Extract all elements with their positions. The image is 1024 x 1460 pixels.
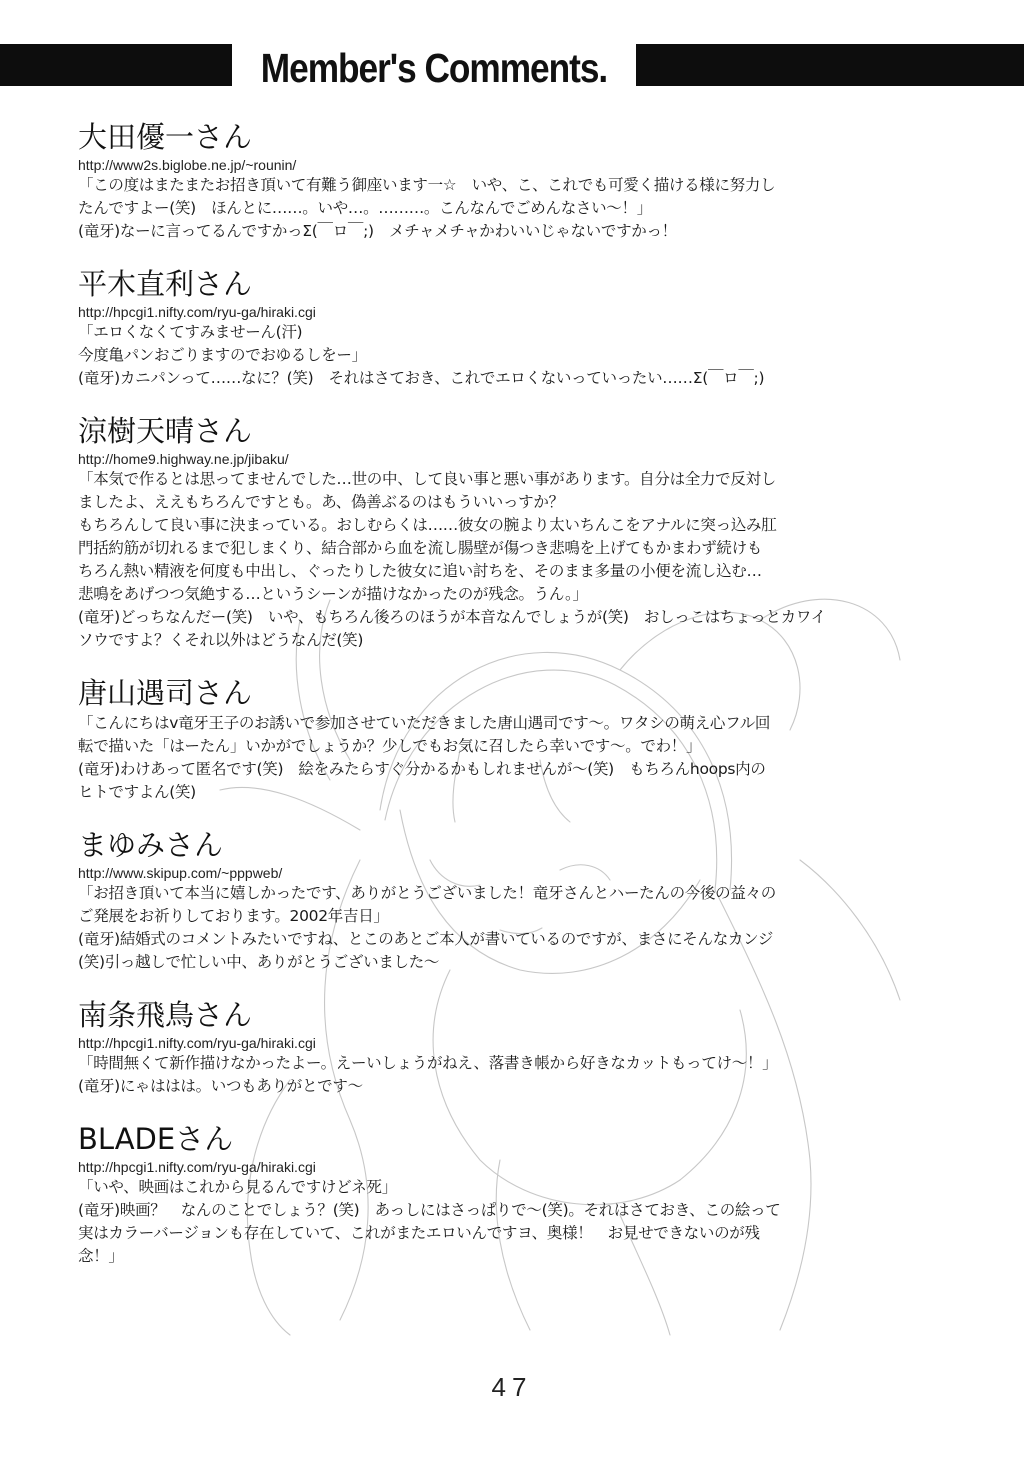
member-name: 大田優一さん <box>78 120 253 154</box>
comment-entry <box>78 118 958 243</box>
comment-line: 「時間無くて新作描けなかったよー。えーいしょうがねえ、落書き帳から好きなカットもってけ～！」 <box>78 1054 778 1072</box>
comment-line: 「エロくなくてすみませーん(汗) <box>78 323 303 341</box>
comment-line: 「お招き頂いて本当に嬉しかったです、ありがとうございました！竜牙さんとハーたんの今後の益々の <box>78 884 776 902</box>
comment-line: ちろん熱い精液を何度も中出し、ぐったりした彼女に追い討ちを、そのまま多量の小便を流し込む… <box>78 562 762 580</box>
comment-entry <box>78 996 958 1098</box>
comment-line: 悲鳴をあげつつ気絶する…というシーンが描けなかったのが残念。うん。」 <box>78 585 588 603</box>
member-url: http://www.skipup.com/~pppweb/ <box>78 865 283 881</box>
comments-list <box>78 118 958 1290</box>
comment-line: ヒトですよん(笑) <box>78 783 196 801</box>
comment-line: 門括約筋が切れるまで犯しまくり、結合部から血を流し腸壁が傷つき悲鳴を上げてもかまわず続けも <box>78 539 763 557</box>
comment-line: もちろんして良い事に決まっている。おしむらくは……彼女の腕より太いちんこをアナルに突っ込み肛 <box>78 516 777 534</box>
member-url: http://hpcgi1.nifty.com/ryu-ga/hiraki.cgi <box>78 1159 316 1175</box>
comment-line: 「本気で作るとは思ってませんでした…世の中、して良い事と悪い事があります。自分は全力で反対し <box>78 470 776 488</box>
page-number: 47 <box>491 1372 533 1402</box>
comment-line: 「こんにちはv竜牙王子のお誘いで参加させていただきました唐山遇司です～。ワタシの萌え心フル回 <box>78 714 771 732</box>
comment-line: 転で描いた「はーたん」いかがでしょうか？少しでもお気に召したら幸いです～。でわ！」 <box>78 737 702 755</box>
comment-line: (竜牙)結婚式のコメントみたいですね、とこのあとご本人が書いているのですが、まさにそんなカンジ <box>78 930 774 948</box>
page-title: Member's Comments. <box>260 45 608 91</box>
comment-line: (笑)引っ越しで忙しい中、ありがとうございました～ <box>78 953 440 971</box>
member-url: http://www2s.biglobe.ne.jp/~rounin/ <box>78 157 297 173</box>
member-name: 涼樹天晴さん <box>78 414 253 448</box>
member-url: http://hpcgi1.nifty.com/ryu-ga/hiraki.cgi <box>78 304 316 320</box>
comment-line: 「この度はまたまたお招き頂いて有難う御座います一☆ いや、こ、これでも可愛く描ける様に努力し <box>78 176 776 194</box>
member-url: http://home9.highway.ne.jp/jibaku/ <box>78 451 289 467</box>
header-bar-right <box>636 44 1024 86</box>
comment-line: (竜牙)映画？ なんのことでしょう？(笑) あっしにはさっぱりで～(笑)。それはさておき、この絵って <box>78 1201 781 1219</box>
comment-line: (竜牙)にゃははは。いつもありがとです～ <box>78 1077 363 1095</box>
comment-line: (竜牙)どっちなんだー(笑) いや、もちろん後ろのほうが本音なんでしょうが(笑) おしっこはちょっとカワイ <box>78 608 826 626</box>
member-name: 平木直利さん <box>78 267 253 301</box>
comment-line: 念！」 <box>78 1247 124 1265</box>
comment-line: ソウですよ？くそれ以外はどうなんだ(笑) <box>78 631 364 649</box>
comment-entry <box>78 265 958 390</box>
comment-line: ましたよ、ええもちろんですとも。あ、偽善ぶるのはもういいっすか？ <box>78 493 564 511</box>
comment-line: ご発展をお祈りしております。2002年吉日」 <box>78 907 389 925</box>
comment-line: (竜牙)わけあって匿名です(笑) 絵をみたらすぐ分かるかもしれませんが～(笑) もちろんhoops内の <box>78 760 766 778</box>
member-name: 唐山遇司さん <box>78 676 253 710</box>
comment-line: 「いや、映画はこれから見るんですけどネ死」 <box>78 1178 397 1196</box>
comment-line: 実はカラーバージョンも存在していて、これがまたエロいんですヨ、奥様！ お見せできないのが残 <box>78 1224 760 1242</box>
member-name: まゆみさん <box>78 828 224 862</box>
comment-line: たんですよー(笑) ほんとに……。いや…。………。こんなんでごめんなさい～！」 <box>78 199 652 217</box>
member-name: 南条飛鳥さん <box>78 998 253 1032</box>
comment-entry <box>78 674 958 804</box>
comment-line: (竜牙)カニパンって……なに？(笑) それはさておき、これでエロくないっていったい……Σ(￣ロ￣;) <box>78 369 765 387</box>
comment-line: (竜牙)なーに言ってるんですかっΣ(￣ロ￣;) メチャメチャかわいいじゃないですかっ！ <box>78 222 677 240</box>
comment-entry <box>78 1120 958 1268</box>
header-bar-left <box>0 44 232 86</box>
member-url: http://hpcgi1.nifty.com/ryu-ga/hiraki.cgi <box>78 1035 316 1051</box>
comment-line: 今度亀パンおごりますのでおゆるしをー」 <box>78 346 367 364</box>
member-name: BLADEさん <box>78 1122 234 1156</box>
comment-entry <box>78 826 958 974</box>
comment-entry <box>78 412 958 652</box>
